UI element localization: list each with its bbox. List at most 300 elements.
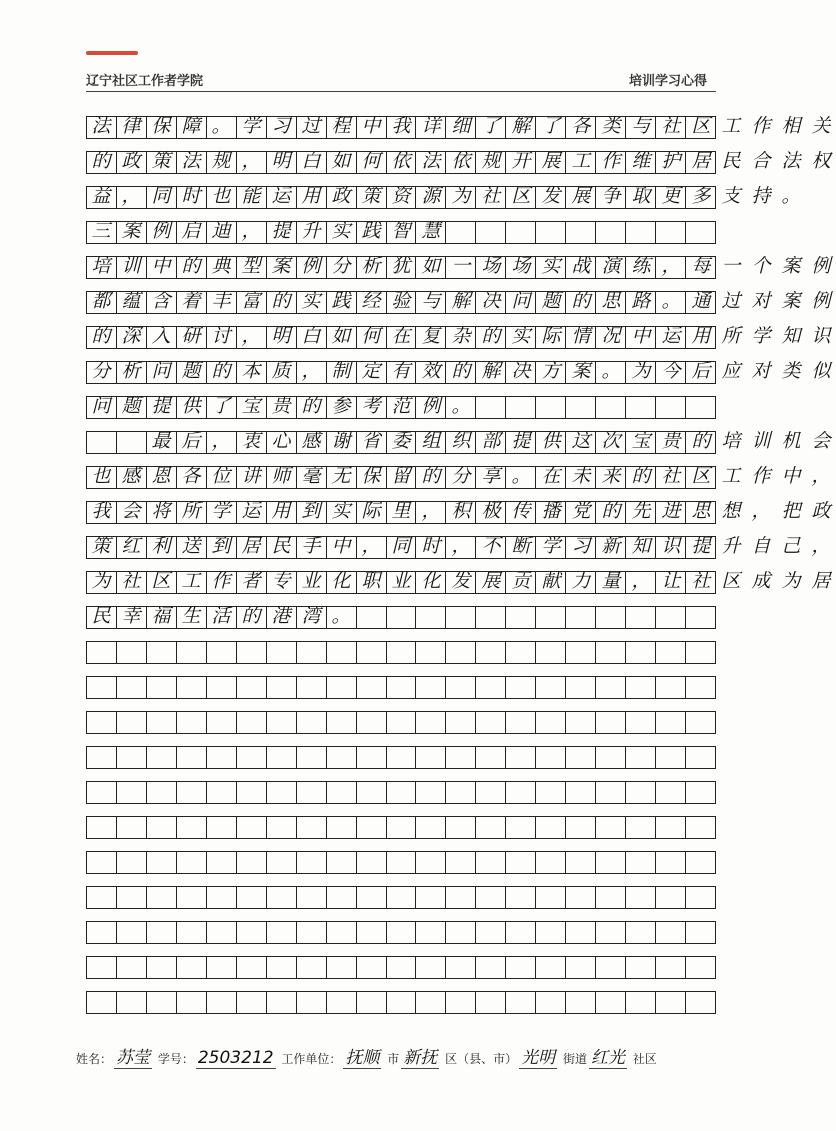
grid-cell (297, 852, 327, 873)
student-id-label: 学号： (157, 1052, 194, 1066)
grid-cell (416, 887, 446, 908)
grid-cell (566, 817, 596, 838)
grid-cell (357, 922, 387, 943)
grid-cell (506, 677, 536, 698)
grid-cell (387, 992, 417, 1013)
grid-cell (207, 677, 237, 698)
grid-cell (626, 817, 656, 838)
grid-cell (686, 957, 715, 978)
grid-cells (86, 746, 716, 769)
grid-cell (536, 992, 566, 1013)
grid-cell (536, 852, 566, 873)
grid-cell (686, 992, 715, 1013)
grid-cell (117, 922, 147, 943)
grid-cell (566, 922, 596, 943)
handwritten-line: 策 红 利 送 到 居 民 手 中 ， 同 时 ， 不 断 学 习 新 知 识 提 升 自 己 ， (91, 535, 831, 557)
community-label: 社区 (632, 1052, 657, 1066)
grid-cell (87, 677, 117, 698)
grid-cell (297, 677, 327, 698)
grid-cell (177, 922, 207, 943)
district-label: 区（县、市） (445, 1052, 518, 1066)
grid-row (86, 454, 831, 489)
grid-cell (566, 782, 596, 803)
grid-cell (147, 957, 177, 978)
grid-cell (506, 782, 536, 803)
grid-cell (626, 782, 656, 803)
grid-cell (566, 887, 596, 908)
grid-cell (416, 677, 446, 698)
grid-cell (536, 677, 566, 698)
grid-cell (626, 992, 656, 1013)
grid-cell (387, 852, 417, 873)
grid-cell (476, 992, 506, 1013)
grid-cell (147, 642, 177, 663)
grid-cell (207, 782, 237, 803)
grid-cell (267, 817, 297, 838)
grid-cells (86, 711, 716, 734)
grid-cell (387, 957, 417, 978)
grid-cell (476, 712, 506, 733)
grid-cell (476, 852, 506, 873)
grid-cell (87, 957, 117, 978)
header-doc-title: 培训学习心得 (628, 74, 707, 89)
handwritten-line: 三 案 例 启 迪 ， 提 升 实 践 智 慧 (91, 220, 441, 242)
grid-cells (86, 921, 716, 944)
grid-cell (536, 642, 566, 663)
grid-cell (506, 712, 536, 733)
grid-cell (237, 712, 267, 733)
grid-cell (177, 957, 207, 978)
grid-row (86, 349, 831, 384)
grid-cell (327, 957, 357, 978)
grid-row (86, 244, 831, 279)
grid-cell (596, 747, 626, 768)
grid-cell (387, 642, 417, 663)
grid-cell (656, 817, 686, 838)
grid-cell (357, 642, 387, 663)
grid-cell (87, 922, 117, 943)
grid-cell (147, 992, 177, 1013)
handwritten-line: 益 ， 同 时 也 能 运 用 政 策 资 源 为 社 区 发 展 争 取 更 多 支 持 。 (91, 185, 801, 207)
writing-grid (86, 104, 831, 1014)
grid-cell (327, 642, 357, 663)
grid-cell (626, 887, 656, 908)
grid-cell (566, 642, 596, 663)
handwritten-line: 问 题 提 供 了 宝 贵 的 参 考 范 例 。 (91, 395, 471, 417)
grid-cell (686, 712, 715, 733)
grid-cell (686, 677, 715, 698)
grid-cell (416, 957, 446, 978)
grid-row (86, 909, 716, 944)
grid-cell (536, 747, 566, 768)
grid-cell (327, 922, 357, 943)
grid-row (86, 664, 716, 699)
grid-cell (237, 677, 267, 698)
grid-cell (536, 922, 566, 943)
grid-cell (87, 747, 117, 768)
grid-cell (147, 712, 177, 733)
handwritten-line: 为 社 区 工 作 者 专 业 化 职 业 化 发 展 贡 献 力 量 ， 让 社 区 成 为 居 (91, 570, 831, 592)
grid-cell (686, 747, 715, 768)
grid-cell (147, 677, 177, 698)
grid-row (86, 174, 801, 209)
grid-cell (357, 852, 387, 873)
grid-cell (87, 992, 117, 1013)
grid-cell (177, 747, 207, 768)
city-value: 抚顺 (343, 1043, 381, 1069)
grid-cell (357, 747, 387, 768)
grid-cell (656, 782, 686, 803)
grid-cell (446, 992, 476, 1013)
grid-cell (446, 922, 476, 943)
grid-cell (297, 992, 327, 1013)
grid-cells (86, 851, 716, 874)
student-id-value: 2503212 (197, 1048, 274, 1068)
grid-cell (237, 782, 267, 803)
grid-cell (207, 817, 237, 838)
grid-cell (117, 677, 147, 698)
grid-cell (566, 992, 596, 1013)
grid-cell (387, 887, 417, 908)
grid-cell (147, 817, 177, 838)
grid-row (86, 314, 831, 349)
grid-cell (656, 712, 686, 733)
grid-cell (656, 852, 686, 873)
grid-row (86, 279, 831, 314)
grid-cell (267, 677, 297, 698)
grid-cells (86, 816, 716, 839)
grid-row (86, 874, 716, 909)
grid-cell (506, 957, 536, 978)
grid-cell (147, 747, 177, 768)
grid-cell (656, 677, 686, 698)
grid-cell (387, 922, 417, 943)
grid-cell (476, 747, 506, 768)
grid-row (86, 139, 831, 174)
handwritten-line: 法 律 保 障 。 学 习 过 程 中 我 详 细 了 解 了 各 类 与 社 区 工 作 相 关 (91, 115, 831, 137)
grid-row (86, 209, 716, 244)
community-value: 红光 (589, 1043, 627, 1069)
handwritten-line: 的 政 策 法 规 ， 明 白 如 何 依 法 依 规 开 展 工 作 维 护 居 民 合 法 权 (91, 150, 831, 172)
handwritten-line: 的 深 入 研 讨 ， 明 白 如 何 在 复 杂 的 实 际 情 况 中 运 用 所 学 知 识 (91, 325, 831, 347)
grid-cell (117, 887, 147, 908)
grid-cell (357, 817, 387, 838)
grid-cell (566, 852, 596, 873)
grid-cell (536, 817, 566, 838)
grid-row (86, 489, 831, 524)
grid-cell (237, 992, 267, 1013)
grid-cell (237, 922, 267, 943)
grid-cell (207, 712, 237, 733)
grid-row (86, 944, 716, 979)
grid-cell (117, 712, 147, 733)
grid-cell (237, 747, 267, 768)
name-label: 姓名： (76, 1052, 113, 1066)
work-unit-label: 工作单位： (281, 1052, 342, 1066)
grid-cell (596, 887, 626, 908)
grid-cell (327, 677, 357, 698)
district-value: 新抚 (401, 1043, 439, 1069)
grid-cell (297, 817, 327, 838)
grid-cell (686, 782, 715, 803)
grid-cell (506, 747, 536, 768)
grid-cell (446, 957, 476, 978)
grid-cell (686, 642, 715, 663)
grid-cell (446, 677, 476, 698)
grid-cell (207, 852, 237, 873)
grid-cell (297, 642, 327, 663)
grid-cell (506, 852, 536, 873)
grid-cell (566, 747, 596, 768)
grid-cell (237, 817, 267, 838)
grid-cell (297, 957, 327, 978)
header-rule (86, 91, 716, 92)
grid-cell (357, 782, 387, 803)
grid-cell (207, 747, 237, 768)
grid-cell (387, 817, 417, 838)
grid-cell (147, 887, 177, 908)
grid-cell (267, 782, 297, 803)
grid-cell (506, 817, 536, 838)
grid-cell (416, 992, 446, 1013)
grid-cell (267, 922, 297, 943)
grid-cell (177, 677, 207, 698)
grid-cell (536, 782, 566, 803)
grid-cell (297, 712, 327, 733)
grid-cell (686, 852, 715, 873)
grid-cell (357, 712, 387, 733)
grid-cell (506, 642, 536, 663)
grid-cell (596, 852, 626, 873)
grid-cell (686, 817, 715, 838)
grid-row (86, 104, 831, 139)
grid-cell (566, 712, 596, 733)
grid-cell (536, 712, 566, 733)
grid-cell (446, 782, 476, 803)
grid-cell (87, 887, 117, 908)
grid-cell (87, 642, 117, 663)
grid-cell (357, 887, 387, 908)
grid-row (86, 594, 716, 629)
grid-cell (626, 957, 656, 978)
grid-cell (626, 852, 656, 873)
name-value: 苏莹 (114, 1043, 152, 1069)
grid-cell (686, 922, 715, 943)
grid-cell (267, 852, 297, 873)
grid-cell (446, 642, 476, 663)
grid-cell (117, 992, 147, 1013)
grid-cell (267, 992, 297, 1013)
grid-cell (327, 992, 357, 1013)
grid-cell (327, 817, 357, 838)
grid-cell (446, 712, 476, 733)
grid-cells (86, 886, 716, 909)
grid-cell (177, 642, 207, 663)
grid-cell (596, 642, 626, 663)
grid-cell (117, 782, 147, 803)
grid-cell (297, 922, 327, 943)
grid-row (86, 524, 831, 559)
grid-cell (686, 887, 715, 908)
grid-cell (117, 852, 147, 873)
grid-cell (327, 852, 357, 873)
grid-cell (536, 887, 566, 908)
grid-cell (506, 992, 536, 1013)
grid-cell (566, 677, 596, 698)
grid-cell (297, 782, 327, 803)
grid-cell (626, 677, 656, 698)
grid-cell (267, 957, 297, 978)
grid-cell (207, 887, 237, 908)
grid-cells (86, 781, 716, 804)
grid-cell (147, 922, 177, 943)
grid-cell (476, 922, 506, 943)
grid-cell (656, 747, 686, 768)
grid-cell (596, 817, 626, 838)
grid-cell (267, 747, 297, 768)
grid-cell (596, 992, 626, 1013)
grid-cell (656, 642, 686, 663)
grid-cell (357, 992, 387, 1013)
grid-cell (626, 712, 656, 733)
grid-cell (267, 642, 297, 663)
grid-cell (416, 712, 446, 733)
red-accent-mark (86, 51, 138, 55)
handwritten-line: 都 蕴 含 着 丰 富 的 实 践 经 验 与 解 决 问 题 的 思 路 。 通 过 对 案 例 (91, 290, 831, 312)
grid-row (86, 419, 831, 454)
grid-cells (86, 956, 716, 979)
grid-cell (446, 852, 476, 873)
grid-cell (416, 922, 446, 943)
grid-cell (117, 642, 147, 663)
footer-info (74, 1043, 734, 1069)
grid-row (86, 559, 831, 594)
grid-cell (237, 887, 267, 908)
grid-cell (656, 887, 686, 908)
grid-cell (476, 887, 506, 908)
grid-cell (237, 957, 267, 978)
city-label: 市 (387, 1052, 400, 1066)
grid-cell (536, 957, 566, 978)
grid-cell (626, 747, 656, 768)
grid-cell (416, 747, 446, 768)
grid-cell (476, 957, 506, 978)
grid-cell (476, 782, 506, 803)
grid-cell (656, 922, 686, 943)
grid-row (86, 769, 716, 804)
grid-cell (596, 712, 626, 733)
grid-cell (327, 712, 357, 733)
grid-cell (626, 642, 656, 663)
grid-cell (177, 782, 207, 803)
grid-cell (177, 992, 207, 1013)
handwritten-line: 分 析 问 题 的 本 质 ， 制 定 有 效 的 解 决 方 案 。 为 今 后 应 对 类 似 (91, 360, 831, 382)
grid-cell (596, 957, 626, 978)
grid-row (86, 699, 716, 734)
street-value: 光明 (519, 1043, 557, 1069)
grid-cell (476, 817, 506, 838)
grid-cell (626, 922, 656, 943)
grid-cell (177, 887, 207, 908)
grid-cell (267, 887, 297, 908)
grid-cell (656, 992, 686, 1013)
grid-cell (476, 677, 506, 698)
grid-cell (387, 747, 417, 768)
grid-cell (596, 677, 626, 698)
grid-cell (117, 747, 147, 768)
grid-row (86, 734, 716, 769)
grid-cell (387, 677, 417, 698)
grid-cell (656, 957, 686, 978)
grid-cells (86, 991, 716, 1014)
grid-cell (476, 642, 506, 663)
grid-cell (207, 992, 237, 1013)
grid-cell (506, 887, 536, 908)
grid-cell (237, 642, 267, 663)
grid-cell (596, 782, 626, 803)
grid-cell (177, 712, 207, 733)
grid-row (86, 629, 716, 664)
grid-cell (117, 817, 147, 838)
grid-cell (207, 922, 237, 943)
grid-cell (387, 712, 417, 733)
grid-cell (207, 642, 237, 663)
handwritten-line: 培 训 中 的 典 型 案 例 分 析 犹 如 一 场 场 实 战 演 练 ， 每 一 个 案 例 (91, 255, 831, 277)
grid-cell (446, 747, 476, 768)
grid-cell (237, 852, 267, 873)
grid-cell (357, 957, 387, 978)
grid-cell (416, 782, 446, 803)
grid-cell (87, 817, 117, 838)
grid-cell (177, 852, 207, 873)
grid-cells (86, 641, 716, 664)
grid-row (86, 384, 716, 419)
grid-cell (87, 712, 117, 733)
grid-row (86, 979, 716, 1014)
grid-cell (327, 782, 357, 803)
grid-cell (87, 782, 117, 803)
grid-cell (177, 817, 207, 838)
grid-cell (566, 957, 596, 978)
grid-cell (596, 922, 626, 943)
grid-row (86, 804, 716, 839)
grid-row (86, 839, 716, 874)
grid-cell (416, 642, 446, 663)
grid-cell (297, 747, 327, 768)
grid-cell (446, 887, 476, 908)
grid-cell (147, 852, 177, 873)
handwritten-line: 我 会 将 所 学 运 用 到 实 际 里 ， 积 极 传 播 党 的 先 进 思 想 ， 把 政 (91, 500, 831, 522)
grid-cell (416, 817, 446, 838)
handwritten-line: 最 后 ， 衷 心 感 谢 省 委 组 织 部 提 供 这 次 宝 贵 的 培 训 机 会 (151, 430, 831, 452)
street-label: 街道 (562, 1052, 587, 1066)
grid-cell (446, 817, 476, 838)
grid-cell (357, 677, 387, 698)
handwritten-line: 民 幸 福 生 活 的 港 湾 。 (91, 605, 351, 627)
grid-cell (147, 782, 177, 803)
handwritten-line: 也 感 恩 各 位 讲 师 毫 无 保 留 的 分 享 。 在 未 来 的 社 区 工 作 中 ， (91, 465, 831, 487)
grid-cell (297, 887, 327, 908)
grid-cell (207, 957, 237, 978)
grid-cell (117, 957, 147, 978)
grid-cell (506, 922, 536, 943)
grid-cell (416, 852, 446, 873)
grid-cell (387, 782, 417, 803)
grid-cell (327, 887, 357, 908)
grid-cells (86, 676, 716, 699)
grid-cell (267, 712, 297, 733)
grid-cell (327, 747, 357, 768)
